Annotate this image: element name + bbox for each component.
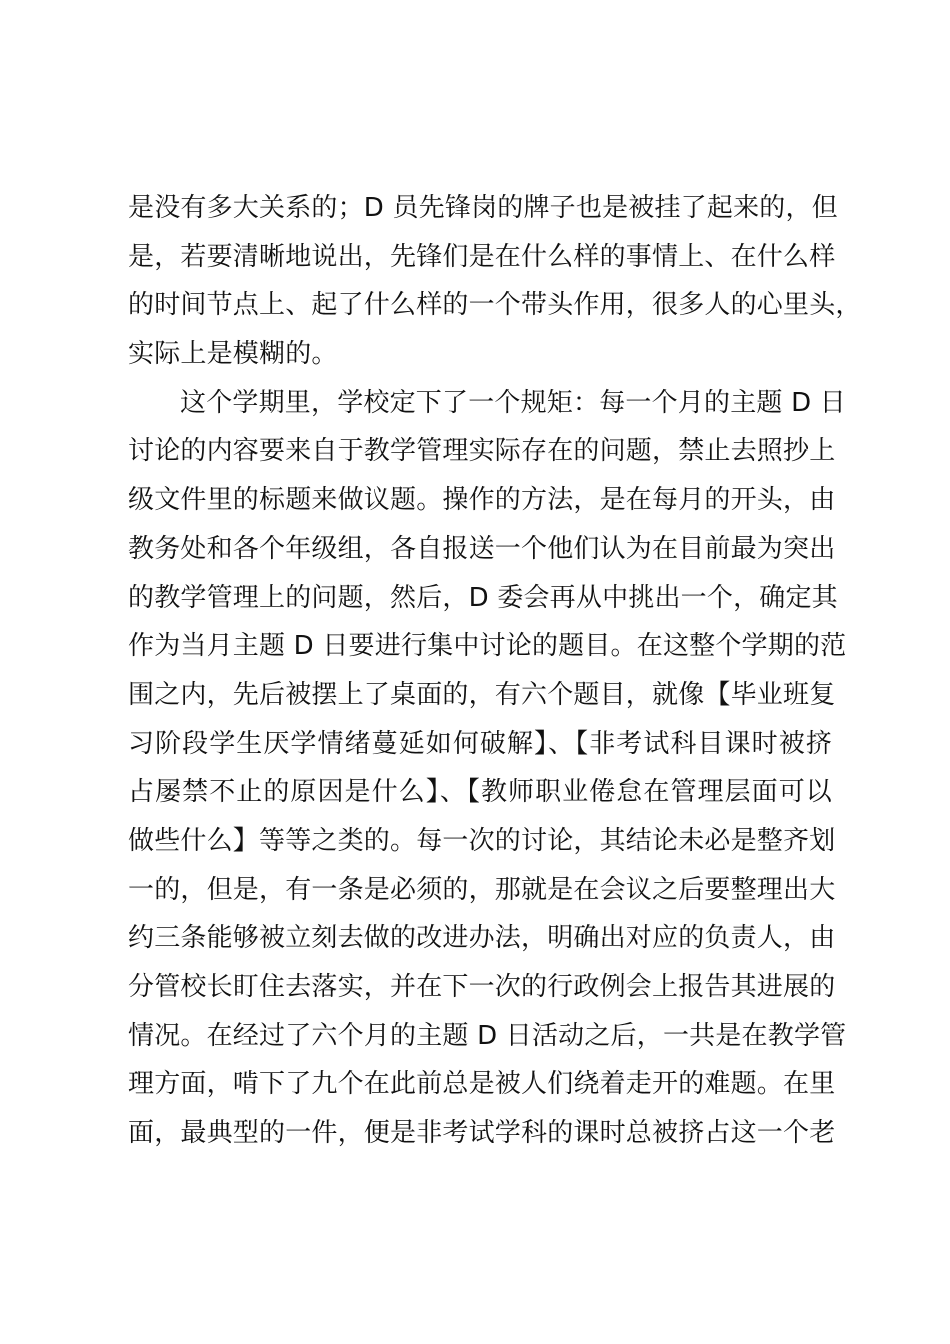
text-line: 的教学管理上的问题，然后，D 委会再从中挑出一个，确定其 (128, 582, 838, 613)
text-line: 级文件里的标题来做议题。操作的方法，是在每月的开头，由 (128, 485, 836, 516)
text-line: 分管校长盯住去落实，并在下一次的行政例会上报告其进展的 (128, 972, 836, 1002)
text-line: 讨论的内容要来自于教学管理实际存在的问题，禁止去照抄上 (128, 436, 836, 467)
text-line: 占屡禁不止的原因是什么】、【教师职业倦怠在管理层面可以 (128, 777, 832, 808)
text-line: 实际上是模糊的。 (128, 339, 338, 370)
text-line: 的时间节点上、起了什么样的一个带头作用，很多人的心里头， (128, 290, 862, 321)
text-line: 情况。在经过了六个月的主题 D 日活动之后，一共是在教学管 (128, 1020, 847, 1051)
text-line: 理方面，啃下了九个在此前总是被人们绕着走开的难题。在里 (128, 1069, 836, 1100)
text-line: 这个学期里，学校定下了一个规矩：每一个月的主题 D 日 (180, 387, 846, 418)
text-line: 约三条能够被立刻去做的改进办法，明确出对应的负责人，由 (128, 923, 836, 954)
text-line: 习阶段学生厌学情绪蔓延如何破解】、【非考试科目课时被挤 (128, 728, 832, 759)
text-line: 围之内，先后被摆上了桌面的，有六个题目，就像【毕业班复 (128, 679, 836, 710)
text-line: 一的，但是，有一条是必须的，那就是在会议之后要整理出大 (128, 874, 836, 905)
text-line: 是没有多大关系的；D 员先锋岗的牌子也是被挂了起来的，但 (128, 193, 838, 223)
paragraph-2 (128, 379, 847, 1158)
body-text (128, 184, 862, 1158)
text-line: 做些什么】等等之类的。每一次的讨论，其结论未必是整齐划 (128, 825, 836, 856)
text-line: 教务处和各个年级组，各自报送一个他们认为在目前最为突出 (128, 533, 836, 564)
paragraph-1 (128, 184, 862, 379)
text-line: 面，最典型的一件，便是非考试学科的课时总被挤占这一个老 (128, 1118, 836, 1149)
text-line: 是，若要清晰地说出，先锋们是在什么样的事情上、在什么样 (128, 241, 836, 272)
text-line: 作为当月主题 D 日要进行集中讨论的题目。在这整个学期的范 (128, 631, 847, 662)
